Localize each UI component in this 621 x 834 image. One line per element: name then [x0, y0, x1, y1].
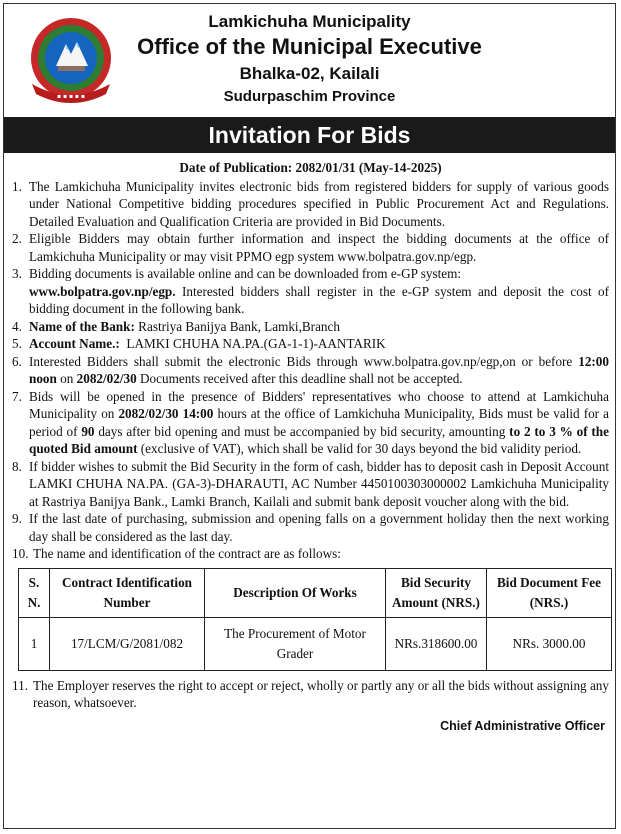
header [4, 4, 615, 116]
notice-body [4, 159, 615, 735]
publication-date: Date of Publication: 2082/01/31 (May-14-2025) [179, 160, 442, 175]
col-header-contract-id: Contract Identification Number [50, 568, 205, 617]
table-header-row [19, 568, 612, 617]
list-item: 5. Account Name.: LAMKI CHUHA NA.PA.(GA-1-1)-AANTARIK [12, 336, 386, 351]
org-name: Lamkichuha Municipality [208, 12, 411, 31]
col-header-description: Description Of Works [205, 568, 386, 617]
address: Bhalka-02, Kailali [239, 64, 380, 83]
contract-table [18, 568, 612, 671]
province: Sudurpaschim Province [223, 88, 396, 105]
office-name: Office of the Municipal Executive [137, 34, 482, 59]
col-header-bid-security: Bid Security Amount (NRS.) [386, 568, 487, 617]
cell-bid-security: NRs.318600.00 [386, 617, 487, 670]
notice-frame [3, 3, 616, 829]
list-item: 3. Bidding documents is available online and can be downloaded from e-GP system: www.bolpatra.gov.np/egp. Interested bidders shall register in the e-GP system and deposit the cost of bidding document in the following bank. [12, 266, 609, 316]
table-row [19, 617, 612, 670]
header-text [4, 11, 615, 108]
list-item: 1. The Lamkichuha Municipality invites electronic bids from registered bidders for supply of various goods under National Competitive bidding procedures specified in Public Procurement Act and Regulations. Detailed Evaluation and Qualification Criteria are provided in Bid Documents. [12, 178, 609, 229]
list-item: 7. Bids will be opened in the presence of Bidders' representatives who choose to attend at Lamkichuha Municipality on 2082/02/30 14:00 hours at the office of Lamkichuha Municipality, Bids must be valid for a period of 90 days after bid opening and must be accompanied by bid security, amounting to 2 to 3 % of the quoted Bid amount (exclusive of VAT), which shall be valid for 30 days beyond the bid validity period. [12, 388, 609, 456]
list-item: 9. If the last date of purchasing, submission and opening falls on a government holiday then the next working day shall be considered as the last day. [12, 511, 609, 544]
cell-doc-fee: NRs. 3000.00 [487, 617, 612, 670]
list-item: 11. The Employer reserves the right to accept or reject, wholly or partly any or all the bids without assigning any reason, whatsoever. [12, 677, 609, 710]
conditions-list [12, 178, 609, 563]
signature: Chief Administrative Officer [440, 718, 605, 733]
list-item: 4. Name of the Bank: Rastriya Banijya Bank, Lamki,Branch [12, 318, 340, 334]
cell-description: The Procurement of Motor Grader [205, 617, 386, 670]
page-title: Invitation For Bids [4, 117, 615, 153]
svg-text:▪ ▪ ▪ ▪ ▪: ▪ ▪ ▪ ▪ ▪ [57, 93, 85, 100]
cell-contract-id: 17/LCM/G/2081/082 [50, 617, 205, 670]
list-item: 2. Eligible Bidders may obtain further information and inspect the bidding documents at the office of Lamkichuha Municipality or may visit PPMO egp system www.bolpatra.gov.np/egp. [12, 231, 609, 264]
col-header-doc-fee: Bid Document Fee (NRS.) [487, 568, 612, 617]
list-item: 10. The name and identification of the contract are as follows: [12, 546, 341, 561]
list-item: 8. If bidder wishes to submit the Bid Security in the form of cash, bidder has to deposit cash in Deposit Account LAMKI CHUHA NA.PA. (GA-3)-DHARAUTI, AC Number 4450100303000002 Lamkichuha Municipality at Rastriya Banijya Bank., Lamki Branch, Kailali and submit bank deposit voucher along with the bid. [12, 458, 609, 509]
list-item: 6. Interested Bidders shall submit the electronic Bids through www.bolpatra.gov.np/egp,on or before 12:00 noon on 2082/02/30 Documents received after this deadline shall not be accepted. [12, 353, 609, 386]
col-header-sn: S. N. [19, 568, 50, 617]
conditions-list-end [12, 677, 609, 712]
cell-sn: 1 [19, 617, 50, 670]
